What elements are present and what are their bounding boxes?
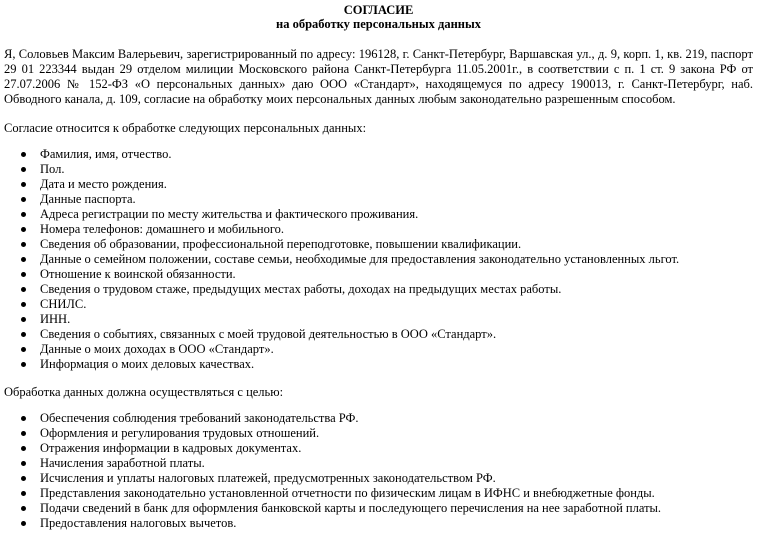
bullet-icon xyxy=(21,347,26,352)
bullet-icon xyxy=(21,446,26,451)
bullet-icon xyxy=(21,317,26,322)
list-item-text: ИНН. xyxy=(40,312,71,326)
list-item xyxy=(4,456,753,471)
list-item xyxy=(4,327,753,342)
list-item-text: Исчисления и уплаты налоговых платежей, предусмотренных законодательством РФ. xyxy=(40,471,496,485)
bullet-icon xyxy=(21,431,26,436)
list-item xyxy=(4,516,753,531)
bullet-icon xyxy=(21,212,26,217)
list-item-text: Отношение к воинской обязанности. xyxy=(40,267,236,281)
list-item xyxy=(4,207,753,222)
section2-heading: Обработка данных должна осуществляться с целью: xyxy=(4,385,284,399)
list-item-text: Данные о семейном положении, составе семьи, необходимые для предоставления законодательно установленных льгот. xyxy=(40,252,680,266)
bullet-icon xyxy=(21,182,26,187)
intro-paragraph: Я, Соловьев Максим Валерьевич, зарегистрированный по адресу: 196128, г. Санкт-Петербург, Варшавская ул., д. 9, корп. 1, кв. 219, паспорт 29 01 223344 выдан 29 отделом милиции Московского района Санкт-Петербурга 11.05.2001г., в соответствии с п. 1 ст. 9 закона РФ от 27.07.2006 № 152-ФЗ «О персональных данных» даю ООО «Стандарт», находящемуся по адресу 190013, г. Санкт-Петербург, наб. Обводного канала, д. 109, согласие на обработку моих персональных данных любым законодательно разрешенным способом. xyxy=(4,47,753,106)
list-item xyxy=(4,237,753,252)
list-item-text: Оформления и регулирования трудовых отношений. xyxy=(40,426,320,440)
bullet-icon xyxy=(21,227,26,232)
bullet-icon xyxy=(21,416,26,421)
list-item-text: Информация о моих деловых качествах. xyxy=(40,357,255,371)
bullet-icon xyxy=(21,167,26,172)
list-item xyxy=(4,411,753,426)
list-item-text: Дата и место рождения. xyxy=(40,177,167,191)
list-item xyxy=(4,312,753,327)
bullet-icon xyxy=(21,506,26,511)
list-item xyxy=(4,162,753,177)
bullet-icon xyxy=(21,491,26,496)
bullet-icon xyxy=(21,362,26,367)
list-item-text: Пол. xyxy=(40,162,65,176)
bullet-icon xyxy=(21,152,26,157)
list-item-text: Данные паспорта. xyxy=(40,192,136,206)
list-item-text: Обеспечения соблюдения требований законодательства РФ. xyxy=(40,411,359,425)
bullet-icon xyxy=(21,476,26,481)
list-item xyxy=(4,357,753,372)
list-item-text: Номера телефонов: домашнего и мобильного. xyxy=(40,222,285,236)
document-subtitle: на обработку персональных данных xyxy=(276,17,481,31)
list-item-text: Данные о моих доходах в ООО «Стандарт». xyxy=(40,342,274,356)
list-item-text: Фамилия, имя, отчество. xyxy=(40,147,172,161)
list-item-text: Предоставления налоговых вычетов. xyxy=(40,516,237,530)
list-item-text: Сведения об образовании, профессиональной переподготовке, повышении квалификации. xyxy=(40,237,522,251)
section1-list xyxy=(4,147,753,372)
list-item xyxy=(4,471,753,486)
list-item-text: Подачи сведений в банк для оформления банковской карты и последующего перечисления на нее заработной платы. xyxy=(40,501,662,515)
bullet-icon xyxy=(21,242,26,247)
list-item xyxy=(4,177,753,192)
list-item xyxy=(4,282,753,297)
list-item xyxy=(4,297,753,312)
list-item xyxy=(4,147,753,162)
list-item xyxy=(4,441,753,456)
list-item xyxy=(4,426,753,441)
document-title: СОГЛАСИЕ xyxy=(343,3,414,17)
bullet-icon xyxy=(21,197,26,202)
bullet-icon xyxy=(21,461,26,466)
bullet-icon xyxy=(21,287,26,292)
bullet-icon xyxy=(21,521,26,526)
list-item xyxy=(4,192,753,207)
list-item-text: Сведения о трудовом стаже, предыдущих местах работы, доходах на предыдущих местах работы. xyxy=(40,282,562,296)
bullet-icon xyxy=(21,257,26,262)
bullet-icon xyxy=(21,302,26,307)
list-item xyxy=(4,486,753,501)
list-item xyxy=(4,222,753,237)
list-item-text: Сведения о событиях, связанных с моей трудовой деятельностью в ООО «Стандарт». xyxy=(40,327,497,341)
document-page xyxy=(4,0,753,531)
section2-list xyxy=(4,411,753,531)
list-item xyxy=(4,267,753,282)
bullet-icon xyxy=(21,332,26,337)
list-item-text: Начисления заработной платы. xyxy=(40,456,205,470)
list-item xyxy=(4,252,753,267)
section1-heading: Согласие относится к обработке следующих персональных данных: xyxy=(4,121,367,135)
list-item-text: Представления законодательно установленной отчетности по физическим лицам в ИФНС и внебюджетные фонды. xyxy=(40,486,655,500)
list-item xyxy=(4,342,753,357)
bullet-icon xyxy=(21,272,26,277)
list-item-text: Адреса регистрации по месту жительства и фактического проживания. xyxy=(40,207,419,221)
list-item-text: Отражения информации в кадровых документах. xyxy=(40,441,302,455)
list-item xyxy=(4,501,753,516)
list-item-text: СНИЛС. xyxy=(40,297,87,311)
